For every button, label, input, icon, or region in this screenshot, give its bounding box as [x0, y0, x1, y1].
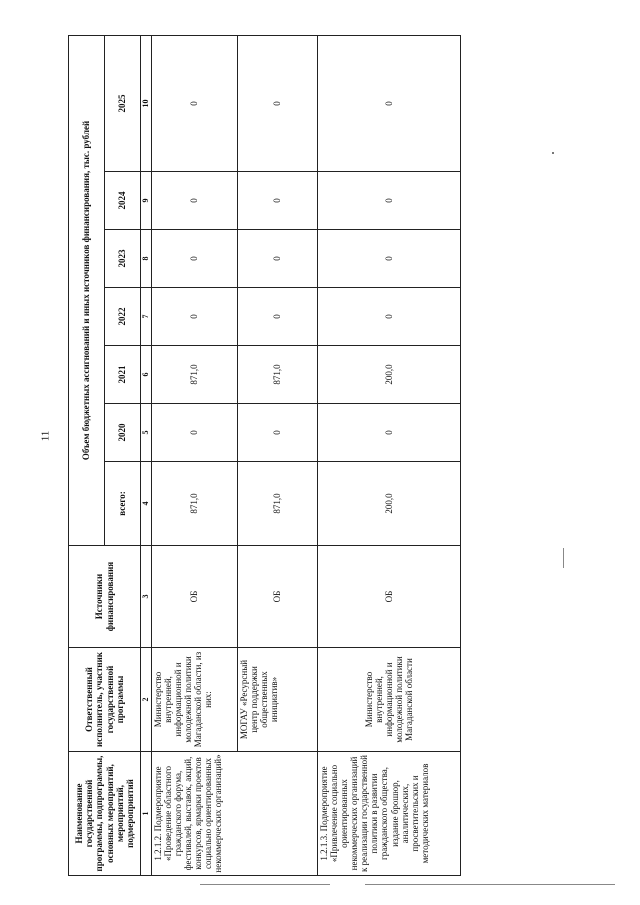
value-2023: 0	[238, 230, 318, 288]
row-executor: Министерство внутренней, информационной и молодежной политики Магаданской области, из них:	[152, 648, 238, 752]
column-number: 10	[141, 35, 152, 171]
header-col-executor: Ответственный исполнитель, участник государственной программы	[69, 648, 141, 752]
value-2025: 0	[152, 35, 238, 171]
value-2024: 0	[238, 172, 318, 230]
header-col-name: Наименование государственной программы, подпрограммы, основных мероприятий, мероприятий, подмероприятий	[69, 752, 141, 876]
scan-mark	[563, 548, 564, 568]
row-name: 1.2.1.3. Подмероприятие «Привлечение социально ориентированных некоммерческих организаций к реализации государственной политики в развитии гражданского общества, издание брошюр, аналитических, просветительских и методических материалов	[318, 752, 461, 876]
column-number: 5	[141, 404, 152, 462]
value-2020: 0	[238, 404, 318, 462]
column-number: 6	[141, 346, 152, 404]
row-source: ОБ	[238, 546, 318, 648]
row-name: 1.2.1.2. Подмероприятие «Проведение областного гражданского форума, фестивалей, выставок, акций, конкурсов, ярмарки проектов социально ориентированных некоммерческих организаций»	[152, 752, 318, 876]
value-2024: 0	[318, 172, 461, 230]
value-2020: 0	[318, 404, 461, 462]
row-source: ОБ	[318, 546, 461, 648]
header-year-2025: 2025	[105, 35, 141, 171]
value-total: 200,0	[318, 462, 461, 546]
value-2023: 0	[152, 230, 238, 288]
header-col-source: Источники финансирования	[69, 546, 141, 648]
table-row	[152, 35, 238, 875]
value-2021: 871,0	[152, 346, 238, 404]
value-2021: 871,0	[238, 346, 318, 404]
header-year-2023: 2023	[105, 230, 141, 288]
value-2025: 0	[238, 35, 318, 171]
value-2022: 0	[152, 288, 238, 346]
header-year-2024: 2024	[105, 172, 141, 230]
column-number: 4	[141, 462, 152, 546]
value-total: 871,0	[238, 462, 318, 546]
row-executor: Министерство внутренней, информационной и молодежной политики Магаданской области	[318, 648, 461, 752]
financing-table	[68, 35, 461, 876]
rotated-table-wrapper	[68, 36, 461, 876]
column-number: 1	[141, 752, 152, 876]
column-number: 8	[141, 230, 152, 288]
value-2021: 200,0	[318, 346, 461, 404]
column-number: 9	[141, 172, 152, 230]
header-year-total: всего:	[105, 462, 141, 546]
column-number: 3	[141, 546, 152, 648]
table-row	[318, 35, 461, 875]
row-source: ОБ	[152, 546, 238, 648]
value-2024: 0	[152, 172, 238, 230]
value-2020: 0	[152, 404, 238, 462]
header-year-2020: 2020	[105, 404, 141, 462]
table-row	[238, 35, 318, 875]
value-2025: 0	[318, 35, 461, 171]
header-financing-group: Объем бюджетных ассигнований и иных источников финансирования, тыс. рублей	[69, 35, 105, 545]
value-2023: 0	[318, 230, 461, 288]
column-number-row	[141, 35, 152, 875]
value-2022: 0	[238, 288, 318, 346]
value-total: 871,0	[152, 462, 238, 546]
column-number: 2	[141, 648, 152, 752]
column-number: 7	[141, 288, 152, 346]
header-year-2022: 2022	[105, 288, 141, 346]
footer-line-left	[200, 884, 330, 885]
page-number: 11	[39, 430, 52, 442]
scan-speck	[552, 152, 554, 154]
header-year-2021: 2021	[105, 346, 141, 404]
row-executor: МОГАУ «Ресурсный центр поддержки общественных инициатив»	[238, 648, 318, 752]
value-2022: 0	[318, 288, 461, 346]
footer-line-right	[365, 884, 615, 885]
